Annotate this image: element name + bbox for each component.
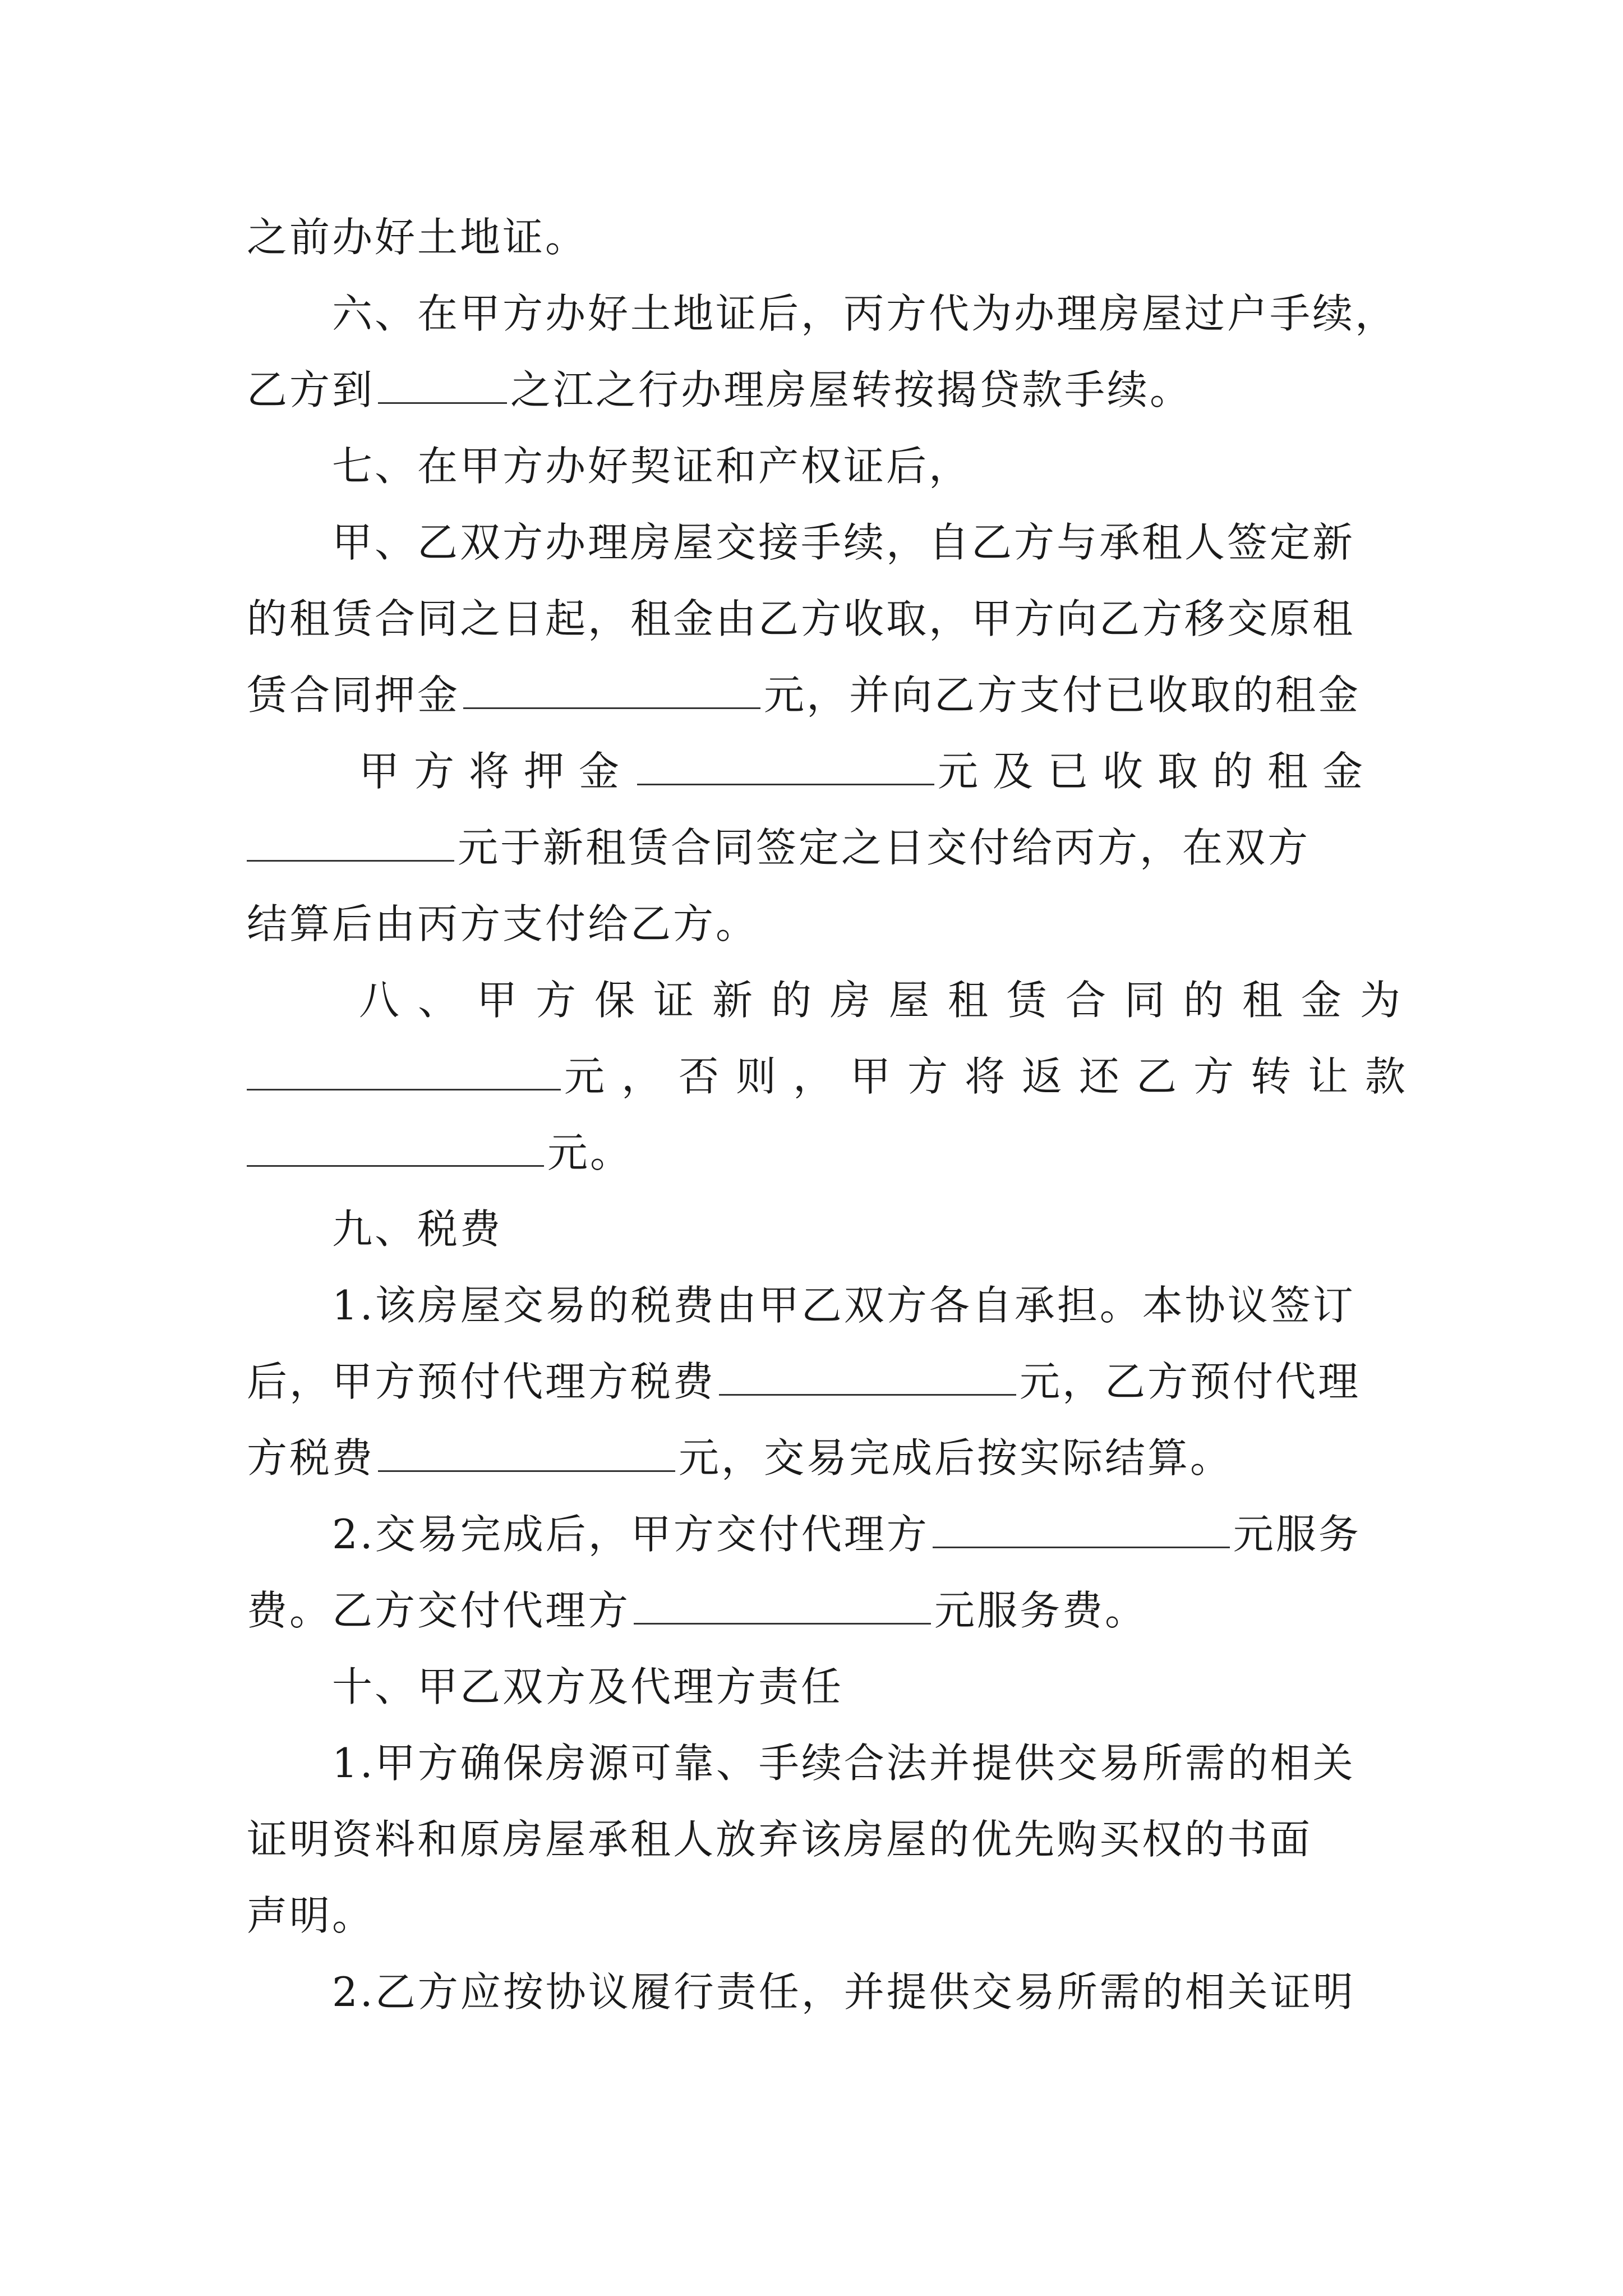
fill-blank <box>634 1589 931 1625</box>
clause-nine-item-line <box>247 1496 1385 1572</box>
clause-ten-item-line: 证明资料和原房屋承租人放弃该房屋的优先购买权的书面 <box>247 1816 1313 1863</box>
clause-seven-line <box>247 657 1385 733</box>
text-segment: 后，甲方预付代理方税费 <box>247 1358 716 1405</box>
text-segment: 方税费 <box>247 1434 375 1481</box>
text-segment: 之江之行办理房屋转按揭贷款手续。 <box>510 366 1193 413</box>
clause-nine-heading: 九、税费 <box>332 1205 503 1253</box>
fill-blank <box>463 674 760 709</box>
clause-six-line: 六、在甲方办好土地证后，丙方代为办理房屋过户手续， <box>332 290 1398 337</box>
clause-ten-item-line: 1.甲方确保房源可靠、手续合法并提供交易所需的相关 <box>332 1740 1355 1787</box>
clause-seven-line: 结算后由丙方支付给乙方。 <box>247 900 759 947</box>
fill-blank <box>637 750 934 785</box>
clause-ten-heading: 十、甲乙双方及代理方责任 <box>332 1663 844 1710</box>
text-segment: 元，并向乙方支付已收取的租金 <box>764 671 1361 719</box>
text-segment: 元及已收取的租金 <box>938 748 1378 795</box>
clause-nine-item-line <box>247 1572 1385 1649</box>
text-segment: 元，乙方预付代理 <box>1020 1358 1361 1405</box>
clause-seven-heading: 七、在甲方办好契证和产权证后， <box>332 443 972 490</box>
clause-seven-line: 的租赁合同之日起，租金由乙方收取，甲方向乙方移交原租 <box>247 595 1355 642</box>
fill-blank <box>247 826 454 862</box>
clause-eight-line: 八、甲方保证新的房屋租赁合同的租金为 <box>359 977 1419 1024</box>
clause-seven-line <box>247 809 1385 886</box>
text-segment: 2.交易完成后，甲方交付代理方 <box>332 1511 929 1558</box>
contract-body <box>247 199 1423 2030</box>
text-segment: 元于新租赁合同签定之日交付给丙方，在双方 <box>458 824 1311 871</box>
clause-eight-line <box>247 1038 1423 1115</box>
text-segment: 赁合同押金 <box>247 671 460 719</box>
fill-blank <box>933 1513 1230 1548</box>
text-segment: 元，交易完成后按实际结算。 <box>679 1434 1233 1481</box>
text-segment: 元服务 <box>1233 1511 1361 1558</box>
paragraph-line: 之前办好土地证。 <box>247 214 588 261</box>
clause-ten-item-line: 2.乙方应按协议履行责任，并提供交易所需的相关证明 <box>332 1968 1355 2016</box>
clause-nine-item-line <box>247 1420 1385 1496</box>
fill-blank <box>719 1360 1016 1396</box>
clause-nine-item-line <box>247 1343 1385 1420</box>
fill-blank <box>247 1055 561 1091</box>
fill-blank <box>247 1131 544 1167</box>
text-segment: 元服务费。 <box>934 1587 1148 1634</box>
fill-blank <box>378 369 507 404</box>
text-segment: 费。乙方交付代理方 <box>247 1587 631 1634</box>
clause-ten-item-line: 声明。 <box>247 1892 375 1939</box>
clause-seven-line <box>247 733 1385 809</box>
text-segment: 乙方到 <box>247 366 375 413</box>
clause-nine-item-line: 1.该房屋交易的税费由甲乙双方各自承担。本协议签订 <box>332 1282 1355 1329</box>
clause-seven-line: 甲、乙双方办理房屋交接手续，自乙方与承租人签定新 <box>332 519 1355 566</box>
text-segment: 甲方将押金 <box>359 748 634 795</box>
text-segment: 元，否则，甲方将返还乙方转让款 <box>564 1053 1423 1100</box>
text-segment: 元。 <box>547 1129 633 1176</box>
clause-six-line <box>247 352 1385 428</box>
clause-eight-line <box>247 1115 1385 1191</box>
fill-blank <box>378 1437 675 1472</box>
